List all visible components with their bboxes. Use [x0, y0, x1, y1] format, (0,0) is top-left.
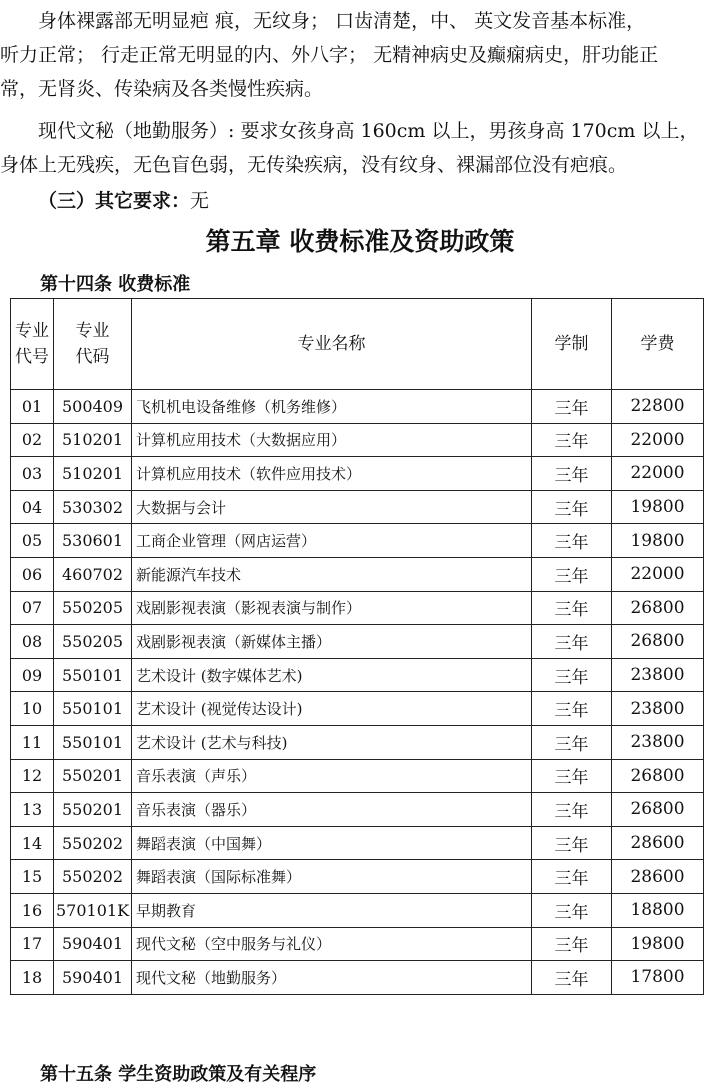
table-row: [11, 625, 704, 659]
row-code: 530601: [54, 524, 132, 558]
physical-requirements-paragraph: [0, 4, 720, 106]
row-code: 550205: [54, 625, 132, 659]
row-major-name: 工商企业管理（网店运营）: [132, 524, 532, 558]
row-number: 12: [11, 759, 54, 793]
row-major-name: 艺术设计 (视觉传达设计): [132, 692, 532, 726]
row-duration: 三年: [532, 860, 612, 894]
table-row: [11, 658, 704, 692]
table-row: [11, 524, 704, 558]
row-code: 550201: [54, 759, 132, 793]
row-duration: 三年: [532, 423, 612, 457]
row-tuition: 26800: [612, 591, 704, 625]
header-major-number-line2: 代号: [15, 347, 49, 367]
row-number: 02: [11, 423, 54, 457]
row-duration: 三年: [532, 557, 612, 591]
table-row: [11, 423, 704, 457]
article-14-title: 第十四条 收费标准: [40, 274, 191, 295]
row-duration: 三年: [532, 725, 612, 759]
row-code: 550202: [54, 826, 132, 860]
header-major-code: [54, 299, 132, 390]
row-number: 18: [11, 961, 54, 995]
row-duration: 三年: [532, 591, 612, 625]
row-duration: 三年: [532, 759, 612, 793]
row-number: 13: [11, 793, 54, 827]
requirements-line-2: 听力正常； 行走正常无明显的内、外八字； 无精神病史及癫痫病史，肝功能正: [0, 44, 659, 66]
table-row: [11, 557, 704, 591]
row-number: 06: [11, 557, 54, 591]
row-number: 07: [11, 591, 54, 625]
row-number: 11: [11, 725, 54, 759]
chapter-title: 第五章 收费标准及资助政策: [205, 227, 515, 256]
row-number: 05: [11, 524, 54, 558]
row-major-name: 飞机机电设备维修（机务维修）: [132, 390, 532, 424]
table-row: [11, 390, 704, 424]
secretary-line-1: 现代文秘（地勤服务）: 要求女孩身高 160cm 以上，男孩身高 170cm 以上，: [38, 120, 699, 142]
row-number: 01: [11, 390, 54, 424]
row-major-name: 音乐表演（器乐）: [132, 793, 532, 827]
row-duration: 三年: [532, 390, 612, 424]
other-requirements-label: （三）其它要求：: [38, 190, 191, 212]
table-row: [11, 826, 704, 860]
row-duration: 三年: [532, 625, 612, 659]
row-major-name: 计算机应用技术（大数据应用）: [132, 423, 532, 457]
row-major-name: 艺术设计 (数字媒体艺术): [132, 658, 532, 692]
row-major-name: 艺术设计 (艺术与科技): [132, 725, 532, 759]
table-row: [11, 591, 704, 625]
row-number: 03: [11, 457, 54, 491]
row-tuition: 22000: [612, 457, 704, 491]
table-row: [11, 725, 704, 759]
row-tuition: 17800: [612, 961, 704, 995]
row-major-name: 舞蹈表演（中国舞）: [132, 826, 532, 860]
row-major-name: 计算机应用技术（软件应用技术）: [132, 457, 532, 491]
row-code: 550202: [54, 860, 132, 894]
row-major-name: 早期教育: [132, 893, 532, 927]
header-major-code-line1: 专业: [75, 321, 110, 341]
row-code: 500409: [54, 390, 132, 424]
table-row: [11, 759, 704, 793]
row-tuition: 22000: [612, 423, 704, 457]
row-tuition: 23800: [612, 725, 704, 759]
row-code: 590401: [54, 927, 132, 961]
table-row: [11, 961, 704, 995]
row-code: 550205: [54, 591, 132, 625]
row-tuition: 18800: [612, 893, 704, 927]
header-major-code-line2: 代码: [75, 347, 110, 367]
row-code: 510201: [54, 457, 132, 491]
row-code: 530302: [54, 490, 132, 524]
header-tuition: 学费: [612, 299, 704, 390]
row-code: 550101: [54, 658, 132, 692]
row-duration: 三年: [532, 457, 612, 491]
row-number: 17: [11, 927, 54, 961]
row-major-name: 戏剧影视表演（新媒体主播）: [132, 625, 532, 659]
row-duration: 三年: [532, 793, 612, 827]
row-code: 510201: [54, 423, 132, 457]
row-code: 460702: [54, 557, 132, 591]
article-15-title: 第十五条 学生资助政策及有关程序: [40, 1064, 317, 1085]
header-major-number-line1: 专业: [15, 321, 49, 341]
row-duration: 三年: [532, 692, 612, 726]
row-tuition: 19800: [612, 524, 704, 558]
table-row: [11, 490, 704, 524]
row-number: 15: [11, 860, 54, 894]
table-row: [11, 893, 704, 927]
secretary-requirements-paragraph: [0, 114, 720, 182]
secretary-line-2: 身体上无残疾，无色盲色弱，无传染疾病，没有纹身、裸漏部位没有疤痕。: [0, 154, 628, 176]
table-row: [11, 793, 704, 827]
row-duration: 三年: [532, 524, 612, 558]
row-duration: 三年: [532, 826, 612, 860]
row-tuition: 28600: [612, 860, 704, 894]
requirements-line-3: 常，无肾炎、传染病及各类慢性疾病。: [0, 78, 324, 100]
row-major-name: 戏剧影视表演（影视表演与制作）: [132, 591, 532, 625]
row-tuition: 23800: [612, 692, 704, 726]
row-major-name: 现代文秘（地勤服务）: [132, 961, 532, 995]
table-row: [11, 860, 704, 894]
row-tuition: 26800: [612, 759, 704, 793]
row-tuition: 22800: [612, 390, 704, 424]
row-major-name: 大数据与会计: [132, 490, 532, 524]
row-tuition: 19800: [612, 927, 704, 961]
row-tuition: 26800: [612, 793, 704, 827]
requirements-line-1: 身体裸露部无明显疤 痕，无纹身； 口齿清楚，中、 英文发音基本标准，: [38, 10, 646, 32]
row-code: 590401: [54, 961, 132, 995]
row-code: 550101: [54, 692, 132, 726]
row-tuition: 19800: [612, 490, 704, 524]
row-code: 570101K: [54, 893, 132, 927]
row-major-name: 现代文秘（空中服务与礼仪）: [132, 927, 532, 961]
row-tuition: 22000: [612, 557, 704, 591]
row-duration: 三年: [532, 927, 612, 961]
row-duration: 三年: [532, 658, 612, 692]
table-row: [11, 927, 704, 961]
header-major-number: [11, 299, 54, 390]
other-requirements: [38, 186, 209, 216]
row-duration: 三年: [532, 893, 612, 927]
row-duration: 三年: [532, 490, 612, 524]
row-number: 09: [11, 658, 54, 692]
row-major-name: 音乐表演（声乐）: [132, 759, 532, 793]
table-row: [11, 692, 704, 726]
row-number: 10: [11, 692, 54, 726]
row-tuition: 28600: [612, 826, 704, 860]
header-major-name: 专业名称: [132, 299, 532, 390]
table-row: [11, 457, 704, 491]
row-tuition: 26800: [612, 625, 704, 659]
row-major-name: 舞蹈表演（国际标准舞）: [132, 860, 532, 894]
row-number: 14: [11, 826, 54, 860]
row-tuition: 23800: [612, 658, 704, 692]
fee-table: [10, 298, 704, 995]
row-number: 08: [11, 625, 54, 659]
row-duration: 三年: [532, 961, 612, 995]
fee-table-header-row: [11, 299, 704, 390]
row-major-name: 新能源汽车技术: [132, 557, 532, 591]
row-code: 550101: [54, 725, 132, 759]
row-code: 550201: [54, 793, 132, 827]
row-number: 16: [11, 893, 54, 927]
other-requirements-value: 无: [190, 190, 210, 212]
row-number: 04: [11, 490, 54, 524]
header-duration: 学制: [532, 299, 612, 390]
